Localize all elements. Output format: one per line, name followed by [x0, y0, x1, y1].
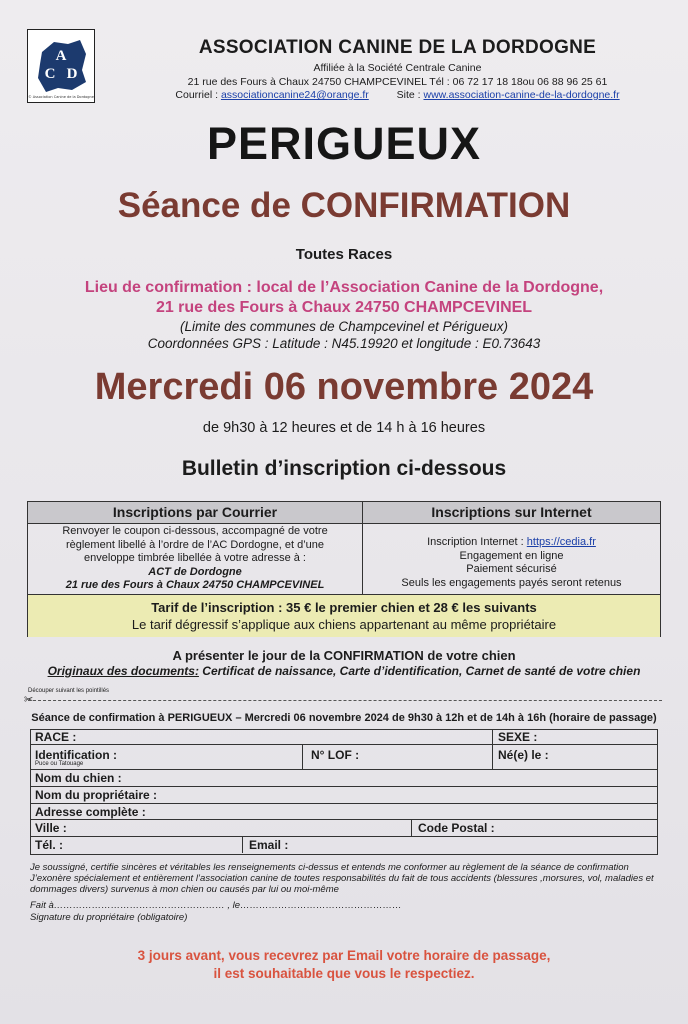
- gps-coordinates: Coordonnées GPS : Latitude : N45.19920 et longitude : E0.73643: [147, 336, 541, 351]
- footer-line2: il est souhaitable que vous le respectiez.: [213, 966, 475, 981]
- courrier-line: enveloppe timbrée libellée à votre adresse à :: [84, 552, 306, 564]
- limite-communes: (Limite des communes de Champcevinel et Périgueux): [180, 319, 508, 334]
- internet-line: Paiement sécurisé: [466, 563, 557, 575]
- internet-text: [363, 536, 660, 590]
- contact-line: [120, 89, 675, 101]
- registration-form: [30, 729, 658, 855]
- inscriptions-box: [27, 501, 661, 637]
- courrier-line: Renvoyer le coupon ci-dessous, accompagné de votre: [62, 525, 328, 537]
- site-label: Site :: [396, 89, 421, 101]
- dog-name-field[interactable]: Nom du chien :: [35, 771, 122, 785]
- courrier-address: 21 rue des Fours à Chaux 24750 CHAMPCEVINEL: [65, 579, 325, 591]
- bulletin-heading: Bulletin d’inscription ci-dessous: [181, 457, 507, 480]
- website-link[interactable]: www.association-canine-de-la-dordogne.fr: [423, 89, 620, 101]
- address-field[interactable]: Adresse complète :: [35, 805, 146, 819]
- acd-logo: [27, 29, 95, 103]
- affiliation: Affiliée à la Société Centrale Canine: [313, 62, 482, 74]
- email-link[interactable]: associationcanine24@orange.fr: [220, 89, 369, 101]
- form-row-owner-name: [31, 787, 657, 804]
- form-row-identification: [31, 745, 657, 770]
- courrier-recipient: ACT de Dordogne: [148, 565, 242, 578]
- row-divider: [492, 730, 493, 744]
- coupon-title: Séance de confirmation à PERIGUEUX – Mercredi 06 novembre 2024 de 9h30 à 12h et de 14h à 16h (horaire de passage): [31, 712, 657, 724]
- birthdate-field[interactable]: Né(e) le :: [498, 748, 549, 762]
- form-row-city: [31, 820, 657, 837]
- email-field[interactable]: Email :: [249, 838, 289, 852]
- sexe-field[interactable]: SEXE :: [498, 730, 538, 744]
- internet-heading: Inscriptions sur Internet: [363, 502, 660, 524]
- owner-name-field[interactable]: Nom du propriétaire :: [35, 788, 158, 802]
- cut-instruction: Découper suivant les pointillés: [28, 688, 110, 694]
- originals-list: Certificat de naissance, Carte d’identification, Carnet de santé de votre chien: [198, 664, 641, 678]
- courrier-heading: Inscriptions par Courrier: [28, 502, 363, 524]
- internet-label: Inscription Internet :: [427, 536, 524, 548]
- lieu-line2: 21 rue des Fours à Chaux 24750 CHAMPCEVINEL: [155, 299, 533, 316]
- race-field[interactable]: RACE :: [35, 730, 77, 744]
- svg-text:© Association Canine de la Dor: © Association Canine de la Dordogne: [28, 95, 94, 99]
- identification-field[interactable]: Identification :: [35, 748, 117, 762]
- declaration: [30, 862, 656, 895]
- courrier-text: [28, 525, 362, 593]
- declaration-line: Je soussigné, certifie sincères et véritables les renseignements ci-dessus et entends me conformer au règlement de la séance de confirmation: [30, 862, 629, 873]
- lieu-line1: Lieu de confirmation : local de l’Association Canine de la Dordogne,: [84, 279, 604, 296]
- footer-line1: 3 jours avant, vous recevrez par Email votre horaire de passage,: [137, 948, 551, 963]
- org-name: ASSOCIATION CANINE DE LA DORDOGNE: [198, 37, 597, 58]
- cut-line: [28, 700, 662, 701]
- address-line: 21 rue des Fours à Chaux 24750 CHAMPCEVINEL Tél : 06 72 17 18 18ou 06 88 96 25 61: [187, 76, 608, 88]
- declaration-line: dommages divers) survenus à mon chien ou causés par lui ou moi-même: [30, 884, 339, 895]
- scissors-icon: ✂: [24, 694, 34, 706]
- form-row-address: [31, 804, 657, 820]
- row-divider: [492, 745, 493, 769]
- form-row-race: [31, 730, 657, 745]
- row-divider: [411, 820, 412, 836]
- row-divider: [302, 745, 303, 769]
- city-title: PERIGUEUX: [206, 118, 482, 169]
- internet-line: Engagement en ligne: [459, 549, 564, 562]
- tarif-price: Tarif de l’inscription : 35 € le premier chien et 28 € les suivants: [151, 600, 537, 615]
- city-field[interactable]: Ville :: [35, 821, 67, 835]
- internet-line: Seuls les engagements payés seront retenus: [401, 576, 622, 589]
- event-date: Mercredi 06 novembre 2024: [94, 366, 594, 408]
- form-row-contact: [31, 837, 657, 853]
- svg-text:C: C: [44, 66, 56, 82]
- cedia-link[interactable]: https://cedia.fr: [526, 536, 596, 548]
- postal-code-field[interactable]: Code Postal :: [418, 821, 495, 835]
- courrier-line: règlement libellé à l’ordre de l’AC Dordogne, et d’une: [65, 538, 325, 551]
- puce-note: Puce ou Tatouage: [35, 761, 84, 767]
- svg-text:D: D: [66, 66, 78, 82]
- form-row-dog-name: [31, 770, 657, 787]
- internet-link-line: [363, 536, 660, 550]
- originals-label: Originaux des documents:: [47, 664, 199, 678]
- tarif-note: Le tarif dégressif s’applique aux chiens appartenant au même propriétaire: [131, 617, 557, 632]
- tarif-band: [28, 594, 660, 637]
- seance-title: Séance de CONFIRMATION: [117, 186, 571, 225]
- present-documents: A présenter le jour de la CONFIRMATION de votre chien: [172, 648, 516, 663]
- races: Toutes Races: [295, 246, 393, 263]
- row-divider: [242, 837, 243, 853]
- event-hours: de 9h30 à 12 heures et de 14 h à 16 heures: [202, 420, 486, 436]
- signature-label: Signature du propriétaire (obligatoire): [30, 912, 188, 923]
- fait-a-line[interactable]: Fait à……………………………………………… , le……………………………………………: [30, 900, 402, 911]
- courriel-label: Courriel :: [175, 89, 219, 101]
- originals-line: [0, 664, 688, 678]
- declaration-line: J’exonère spécialement et entièrement l’association canine de toutes responsabilités du fait de tous accidents (blessures ,morsures, vol, maladies et: [30, 873, 654, 884]
- lof-field[interactable]: N° LOF :: [311, 748, 360, 762]
- svg-text:A: A: [55, 48, 67, 64]
- phone-field[interactable]: Tél. :: [35, 838, 64, 852]
